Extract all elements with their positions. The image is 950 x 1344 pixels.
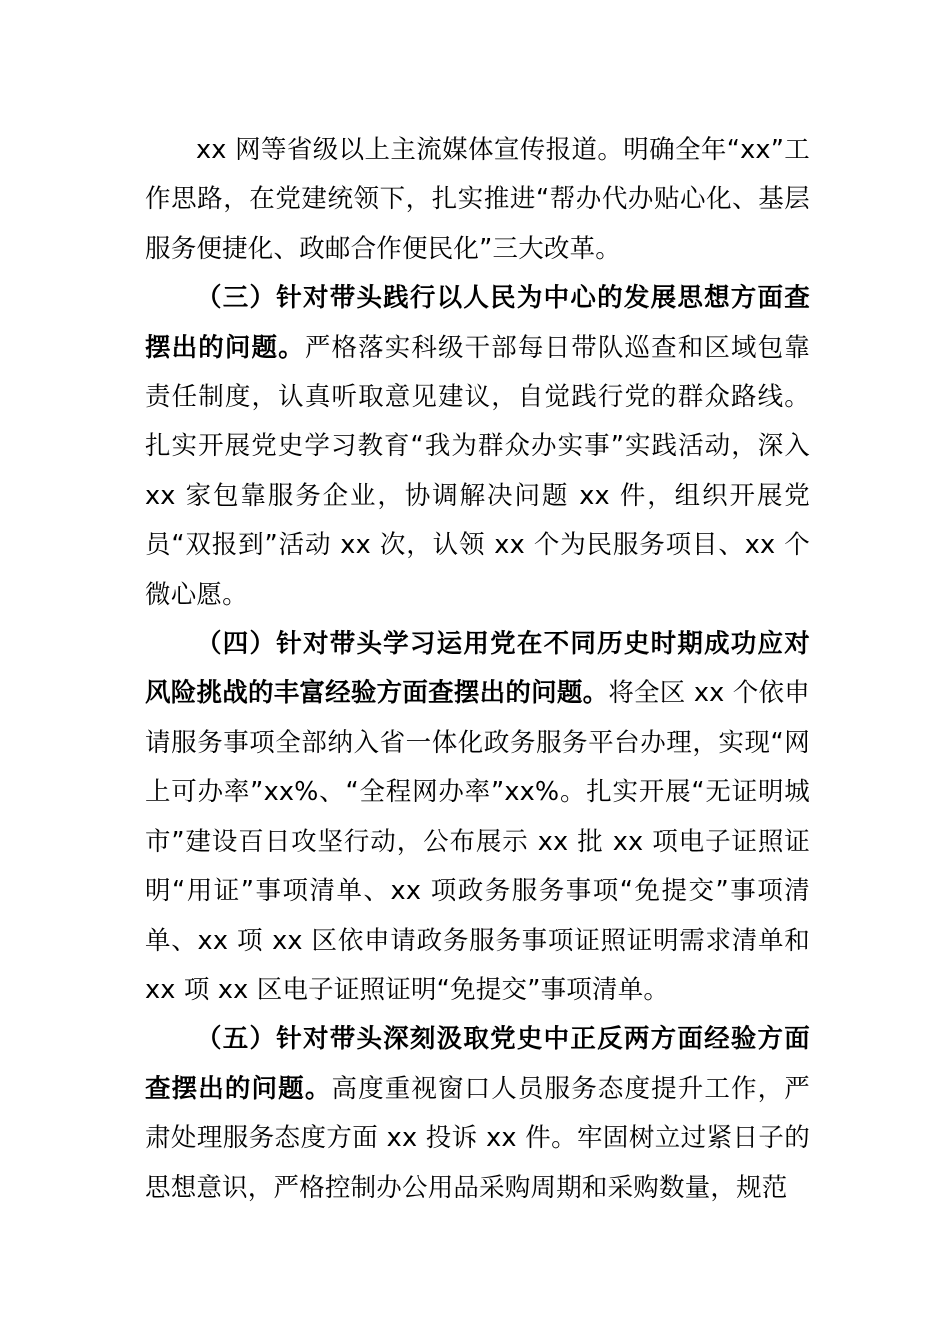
paragraph-4	[145, 1015, 810, 1213]
paragraph-4-text: 高度重视窗口人员服务态度提升工作，严肃处理服务态度方面 xx 投诉 xx 件。牢固树立过紧日子的思想意识，严格控制办公用品采购周期和采购数量，规范	[145, 1073, 810, 1203]
paragraph-4-heading: （五）针对带头深刻汲取党史中正反两方面经验方面查摆出的问题。	[145, 1024, 810, 1104]
paragraph-3	[145, 620, 810, 1015]
document-body	[145, 126, 810, 1213]
paragraph-2-heading: （三）针对带头践行以人民为中心的发展思想方面查摆出的问题。	[145, 283, 810, 363]
paragraph-2	[145, 274, 810, 620]
paragraph-2-text: 严格落实科级干部每日带队巡查和区域包靠责任制度，认真听取意见建议，自觉践行党的群众路线。扎实开展党史学习教育“我为群众办实事”实践活动，深入 xx 家包靠服务企业，协调解决问题 xx 件，组织开展党员“双报到”活动 xx 次，认领 xx 个为民服务项目、xx 个微心愿。	[145, 332, 810, 610]
paragraph-1-text: xx 网等省级以上主流媒体宣传报道。明确全年“xx”工作思路，在党建统领下，扎实推进“帮办代办贴心化、基层服务便捷化、政邮合作便民化”三大改革。	[145, 135, 810, 264]
paragraph-3-text: 将全区 xx 个依申请服务事项全部纳入省一体化政务服务平台办理，实现“网上可办率”xx%、“全程网办率”xx%。扎实开展“无证明城市”建设百日攻坚行动，公布展示 xx 批 xx 项电子证照证明“用证”事项清单、xx 项政务服务事项“免提交”事项清单、xx 项 xx 区依申请政务服务事项证照证明需求清单和 xx 项 xx 区电子证照证明“免提交”事项清单。	[145, 678, 810, 1005]
paragraph-3-heading: （四）针对带头学习运用党在不同历史时期成功应对风险挑战的丰富经验方面查摆出的问题。	[145, 629, 810, 709]
paragraph-1	[145, 126, 810, 274]
